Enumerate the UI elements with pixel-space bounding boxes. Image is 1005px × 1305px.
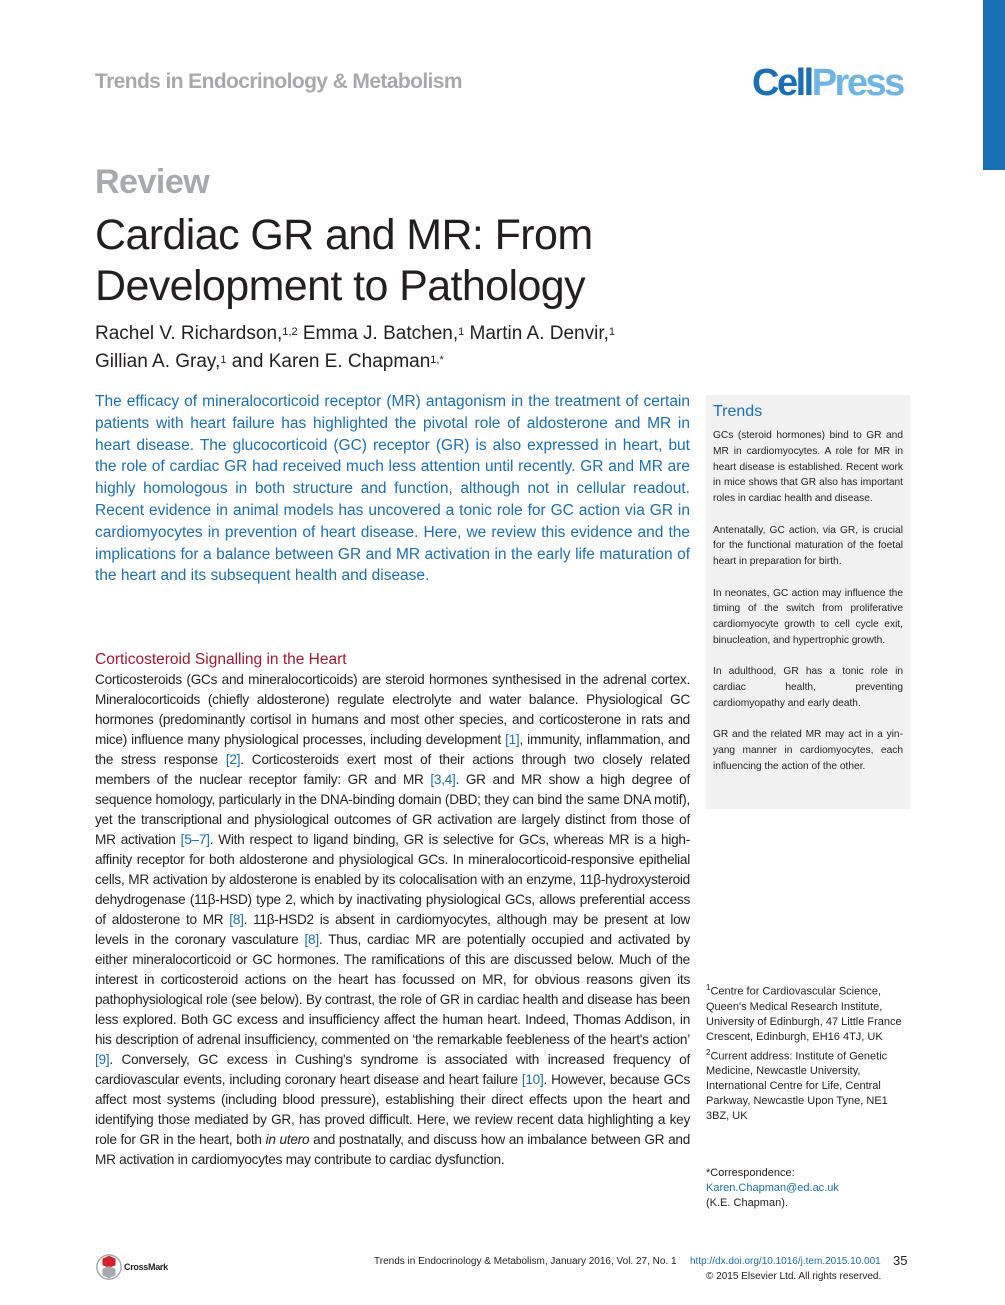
body-text-segment: . GR and MR show a high degree of sequence homology, particularly in the DNA-binding domain (DBD; they can bind the same DNA motif), yet the transcriptional and physiological outcomes of GR activation are largely distinct from those of MR activation bbox=[95, 772, 690, 847]
journal-name: Trends in Endocrinology & Metabolism bbox=[95, 70, 462, 93]
copyright: © 2015 Elsevier Ltd. All rights reserved. bbox=[706, 1271, 882, 1282]
trends-item: Antenatally, GC action, via GR, is crucial for the functional maturation of the foetal heart in preparation for birth. bbox=[713, 524, 903, 568]
author-name: and Karen E. Chapman bbox=[231, 351, 431, 372]
correspondence-email[interactable]: Karen.Chapman@ed.ac.uk bbox=[706, 1182, 839, 1194]
logo-press: Press bbox=[811, 62, 903, 104]
author-affiliation-mark: 1 bbox=[608, 326, 616, 338]
reference-link[interactable]: [5–7] bbox=[180, 832, 210, 847]
trends-list bbox=[713, 428, 903, 790]
body-text-italic: in utero bbox=[265, 1132, 310, 1147]
reference-link[interactable]: [2] bbox=[225, 752, 241, 767]
author-affiliation-mark: 1,* bbox=[430, 354, 444, 366]
body-text-segment: . 11β-HSD2 is absent in cardiomyocytes, although may be present at low levels in the coronary vasculature bbox=[95, 912, 690, 947]
affiliations bbox=[706, 980, 906, 1124]
article-type: Review bbox=[95, 163, 210, 201]
reference-link[interactable]: [3,4] bbox=[430, 772, 456, 787]
affiliation bbox=[706, 980, 906, 1045]
author-affiliation-mark: 1 bbox=[458, 326, 465, 338]
author-name: Rachel V. Richardson, bbox=[95, 323, 283, 344]
trends-item: In adulthood, GR has a tonic role in cardiac health, preventing cardiomyopathy and early death. bbox=[713, 666, 903, 709]
reference-link[interactable]: [1] bbox=[505, 732, 520, 747]
affiliation-text: Centre for Cardiovascular Science, Queen's Medical Research Institute, University of Edinburgh, 47 Little France Crescent, Edinburgh, EH16 4TJ, UK bbox=[706, 985, 902, 1043]
author-name: Martin A. Denvir, bbox=[469, 323, 609, 344]
trends-item: In neonates, GC action may influence the timing of the switch from proliferative cardiomyocyte growth to cell cycle exit, binucleation, and hypertrophic growth. bbox=[713, 587, 903, 646]
section-color-bar bbox=[983, 0, 1005, 170]
body-text-segment: . Thus, cardiac MR are potentially occupied and activated by either mineralocorticoid or GC hormones. The ramifications of this are discussed below. Much of the interest in corticosteroid actions on the heart has focussed on MR, for obvious reasons given its pathophysiological role (see below). By contrast, the role of GR in cardiac health and disease has been less explored. Both GC excess and insufficiency affect the human heart. Indeed, Thomas Addison, in his description of adrenal insufficiency, commented on ‘the remarkable feebleness of the heart's action’ bbox=[95, 932, 690, 1047]
affiliation-mark: 2 bbox=[706, 1047, 711, 1057]
body-text-segment: . Conversely, GC excess in Cushing's syndrome is associated with increased frequency of cardiovascular events, including coronary heart disease and heart failure bbox=[95, 1052, 690, 1087]
page-number: 35 bbox=[893, 1253, 908, 1268]
correspondence bbox=[706, 1166, 906, 1211]
doi-link[interactable]: http://dx.doi.org/10.1016/j.tem.2015.10.001 bbox=[690, 1256, 881, 1267]
author-affiliation-mark: 1 bbox=[220, 354, 227, 366]
crossmark-label[interactable]: CrossMark bbox=[124, 1262, 168, 1272]
author-affiliation-mark: 1,2 bbox=[282, 326, 298, 338]
trends-title: Trends bbox=[713, 403, 763, 420]
author-name: Gillian A. Gray, bbox=[95, 351, 221, 372]
correspondence-label: *Correspondence: bbox=[706, 1167, 795, 1179]
crossmark-icon[interactable] bbox=[95, 1253, 123, 1281]
abstract: The efficacy of mineralocorticoid receptor (MR) antagonism in the treatment of certain patients with heart failure has highlighted the pivotal role of aldosterone and MR in heart disease. The glucocorticoid (GC) receptor (GR) is also expressed in heart, but the role of cardiac GR had received much less attention until recently. GR and MR are highly homologous in both structure and function, although not in cellular readout. Recent evidence in animal models has uncovered a tonic role for GC action via GR in cardiomyocytes in prevention of heart disease. Here, we review this evidence and the implications for a balance between GR and MR activation in the early life maturation of the heart and its subsequent health and disease. bbox=[95, 393, 690, 585]
footer-citation: Trends in Endocrinology & Metabolism, January 2016, Vol. 27, No. 1 bbox=[374, 1256, 677, 1267]
affiliation bbox=[706, 1045, 906, 1125]
body-text-segment: , immunity, inflammation, and the stress response bbox=[95, 732, 690, 767]
affiliation-mark: 1 bbox=[706, 983, 711, 992]
article-title: Cardiac GR and MR: From Development to Pathology bbox=[95, 211, 593, 310]
body-text-segment: . However, because GCs affect most systems (including blood pressure), establishing their direct effects upon the heart and identifying those mediated by GR, has proved difficult. Here, we review recent data highlighting a key role for GR in the heart, both bbox=[95, 1072, 690, 1147]
body-text-segment: Corticosteroids (GCs and mineralocorticoids) are steroid hormones synthesised in the adrenal cortex. Mineralocorticoids (chiefly aldosterone) regulate electrolyte and water balance. Physiological GC hormones (predominantly cortisol in humans and most other species, and corticosterone in rats and mice) influence many physiological processes, including development bbox=[95, 672, 690, 747]
logo-cell: Cell bbox=[752, 62, 812, 104]
author-name: Emma J. Batchen, bbox=[302, 323, 459, 344]
trends-item: GCs (steroid hormones) bind to GR and MR in cardiomyocytes. A role for MR in heart disease is established. Recent work in mice shows that GR also has important roles in cardiac health and disease. bbox=[713, 430, 903, 505]
body-text-segment: . Corticosteroids exert most of their actions through two closely related members of the nuclear receptor family: GR and MR bbox=[95, 752, 690, 787]
trends-item: GR and the related MR may act in a yin-yang manner in cardiomyocytes, each influencing the action of the other. bbox=[713, 729, 903, 772]
reference-link[interactable]: [9] bbox=[95, 1052, 110, 1067]
reference-link[interactable]: [8] bbox=[304, 932, 319, 947]
affiliation-text: Current address: Institute of Genetic Medicine, Newcastle University, International Centre for Life, Central Parkway, Newcastle Upon Tyne, NE1 3BZ, UK bbox=[706, 1050, 888, 1123]
body-text-segment: and postnatally, and discuss how an imbalance between GR and MR activation in cardiomyocytes may contribute to cardiac dysfunction. bbox=[95, 1132, 691, 1167]
reference-link[interactable]: [8] bbox=[229, 912, 244, 927]
section-heading: Corticosteroid Signalling in the Heart bbox=[95, 651, 347, 668]
section-body bbox=[95, 670, 690, 1170]
reference-link[interactable]: [10] bbox=[521, 1072, 544, 1087]
author-list bbox=[95, 320, 695, 376]
body-text-segment: . With respect to ligand binding, GR is selective for GCs, whereas MR is a high-affinity receptor for both aldosterone and physiological GCs. In mineralocorticoid-responsive epithelial cells, MR activation by aldosterone is enabled by its colocalisation with an enzyme, 11β-hydroxysteroid dehydrogenase (11β-HSD) type 2, which by inactivating physiological GCs, allows preferential access of aldosterone to MR bbox=[95, 832, 690, 927]
cellpress-logo[interactable] bbox=[752, 62, 903, 105]
correspondence-name: (K.E. Chapman). bbox=[706, 1197, 788, 1209]
